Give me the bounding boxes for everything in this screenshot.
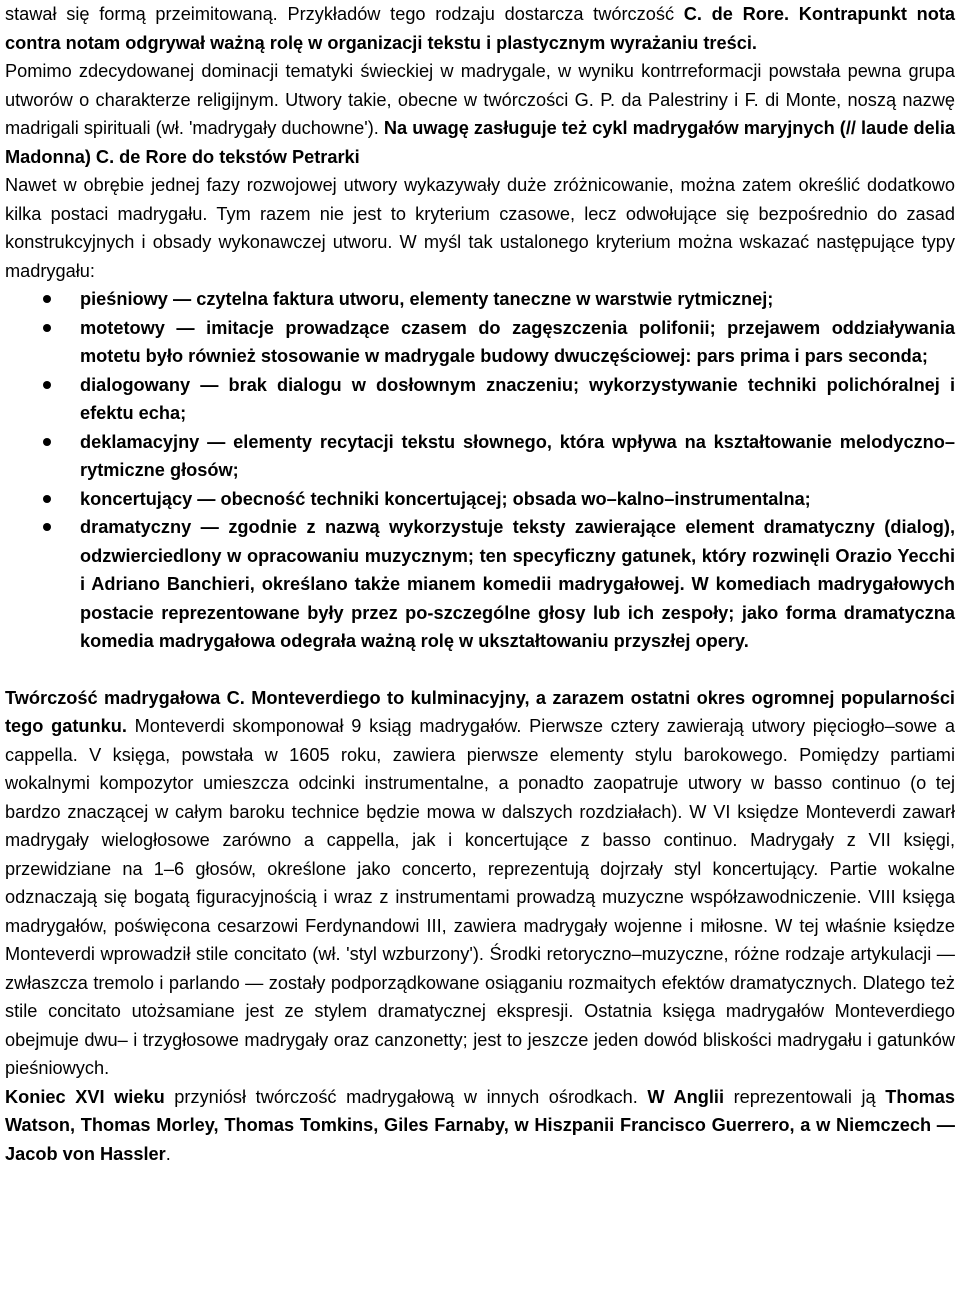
paragraph-bold-text: Twórczość madrygałowa C. Monteverdiego to kulminacyjny, a zarazem ostatni okres ogromnej popularności tego gatunku. — [5, 687, 955, 736]
list-item — [5, 371, 955, 428]
list-item — [5, 314, 955, 371]
bullet-icon — [43, 295, 51, 303]
bullet-icon — [43, 495, 51, 503]
paragraph-bold-text: Thomas Watson, Thomas Morley, Thomas Tomkins, Giles Farnaby, w Hiszpanii Francisco Guerrero, a w Niemczech — Jacob von Hassler — [5, 1086, 955, 1164]
paragraph-text: przyniósł twórczość madrygałową w innych ośrodkach. — [164, 1086, 648, 1107]
list-item — [5, 513, 955, 656]
list-item-text: dramatyczny — zgodnie z nazwą wykorzystuje teksty zawierające element dramatyczny (dialog), odzwierciedlony w opracowaniu muzycznym; ten specyficzny gatunek, który rozwinęli Orazio Yecchi i Adriano Banchieri, określano także mianem komedii madrygałowej. W komediach madrygałowych postacie reprezentowane były przez po-szczególne głosy lub ich zespoły; jako forma dramatyczna komedia madrygałowa odegrała ważną rolę w ukształtowaniu przyszłej opery. — [80, 517, 955, 651]
paragraph-text: stawał się formą przeimitowaną. Przykładów tego rodzaju dostarcza twórczość — [5, 4, 684, 24]
paragraph-text: . — [165, 1143, 171, 1164]
paragraph-bold-text: Koniec XVI wieku — [5, 1086, 165, 1107]
list-item-text: dialogowany — brak dialogu w dosłownym znaczeniu; wykorzystywanie techniki polichóralnej i efektu echa; — [80, 374, 955, 423]
list-item-text: koncertujący — obecność techniki koncertującej; obsada wo–kalno–instrumentalna; — [80, 488, 811, 509]
paragraph-bold-text: W Anglii — [647, 1086, 724, 1107]
paragraph-rore-counterpoint — [5, 0, 955, 57]
list-item — [5, 485, 955, 514]
document-page — [5, 0, 955, 1168]
list-item-text: motetowy — imitacje prowadzące czasem do zagęszczenia polifonii; przejawem oddziaływania motetu było również stosowanie w madrygale budowy dwuczęściowej: pars prima i pars seconda; — [80, 317, 955, 366]
madrigal-types-list — [5, 285, 955, 656]
bullet-icon — [43, 381, 51, 389]
paragraph-late-16th-century — [5, 1083, 955, 1169]
paragraph-text: Pomimo zdecydowanej dominacji tematyki świeckiej w madrygale, w wyniku kontrreformacji powstała pewna grupa utworów o charakterze religijnym. Utwory takie, obecne w twórczości G. P. da Palestriny i F. di Monte, noszą nazwę madrigali spirituali (wł. 'madrygały duchowne'). — [5, 61, 955, 138]
paragraph-madrigali-spirituali — [5, 57, 955, 171]
paragraph-bold-text: C. de Rore. Kontrapunkt nota contra notam odgrywał ważną rolę w organizacji tekstu i plastycznym wyrażaniu treści. — [5, 4, 955, 53]
list-item-text: deklamacyjny — elementy recytacji tekstu słownego, która wpływa na kształtowanie melodyczno–rytmiczne głosów; — [80, 431, 955, 480]
bullet-icon — [43, 324, 51, 332]
bullet-icon — [43, 523, 51, 531]
paragraph-madrigal-types-intro — [5, 171, 955, 285]
list-item-text: pieśniowy — czytelna faktura utworu, elementy taneczne w warstwie rytmicznej; — [80, 289, 774, 309]
list-item — [5, 428, 955, 485]
bullet-icon — [43, 438, 51, 446]
paragraph-monteverdi — [5, 684, 955, 1083]
paragraph-text: Nawet w obrębie jednej fazy rozwojowej utwory wykazywały duże zróżnicowanie, można zatem określić dodatkowo kilka postaci madrygału. Tym razem nie jest to kryterium czasowe, lecz odwołujące się bezpośrednio do zasad konstrukcyjnych i obsady wykonawczej utworu. W myśl tak ustalonego kryterium można wskazać następujące typy madrygału: — [5, 175, 955, 281]
paragraph-bold-text: Na uwagę zasługuje też cykl madrygałów maryjnych (// laude delia Madonna) C. de Rore do tekstów Petrarki — [5, 118, 955, 167]
paragraph-text: reprezentowali ją — [724, 1086, 886, 1107]
paragraph-text: Monteverdi skomponował 9 ksiąg madrygałów. Pierwsze cztery zawierają utwory pięciogło–sowe a cappella. V księga, powstała w 1605 roku, zawiera pierwsze elementy stylu barokowego. Pomiędzy partiami wokalnymi kompozytor umieszcza odcinki instrumentalne, a ponadto zaopatruje utwory w basso continuo (o tej bardzo znaczącej w całym baroku technice będzie mowa w dalszych rozdziałach). W VI księdze Monteverdi zawarł madrygały wielogłosowe zarówno a cappella, jak i koncertujące z basso continuo. Madrygały z VII księgi, przewidziane na 1–6 głosów, określone jako concerto, reprezentują dojrzały styl koncertujący. Partie wokalne odznaczają się bogatą figuracyjnością i wraz z instrumentami prowadzą muzyczne współzawodniczenie. VIII księga madrygałów, poświęcona cesarzowi Ferdynandowi III, zawiera madrygały wojenne i miłosne. W tej właśnie księdze Monteverdi wprowadził stile concitato (wł. 'styl wzburzony'). Środki retoryczno–muzyczne, różne rodzaje artykulacji — zwłaszcza tremolo i parlando — zostały podporządkowane osiąganiu rozmaitych efektów dramatycznych. Dlatego też stile concitato utożsamiane jest ze stylem dramatycznej ekspresji. Ostatnia księga madrygałów Monteverdiego obejmuje dwu– i trzygłosowe madrygały oraz canzonetty; jest to jeszcze jeden dowód bliskości madrygału i gatunków pieśniowych. — [5, 716, 955, 1078]
list-item — [5, 285, 955, 314]
paragraph-spacer — [5, 656, 955, 684]
